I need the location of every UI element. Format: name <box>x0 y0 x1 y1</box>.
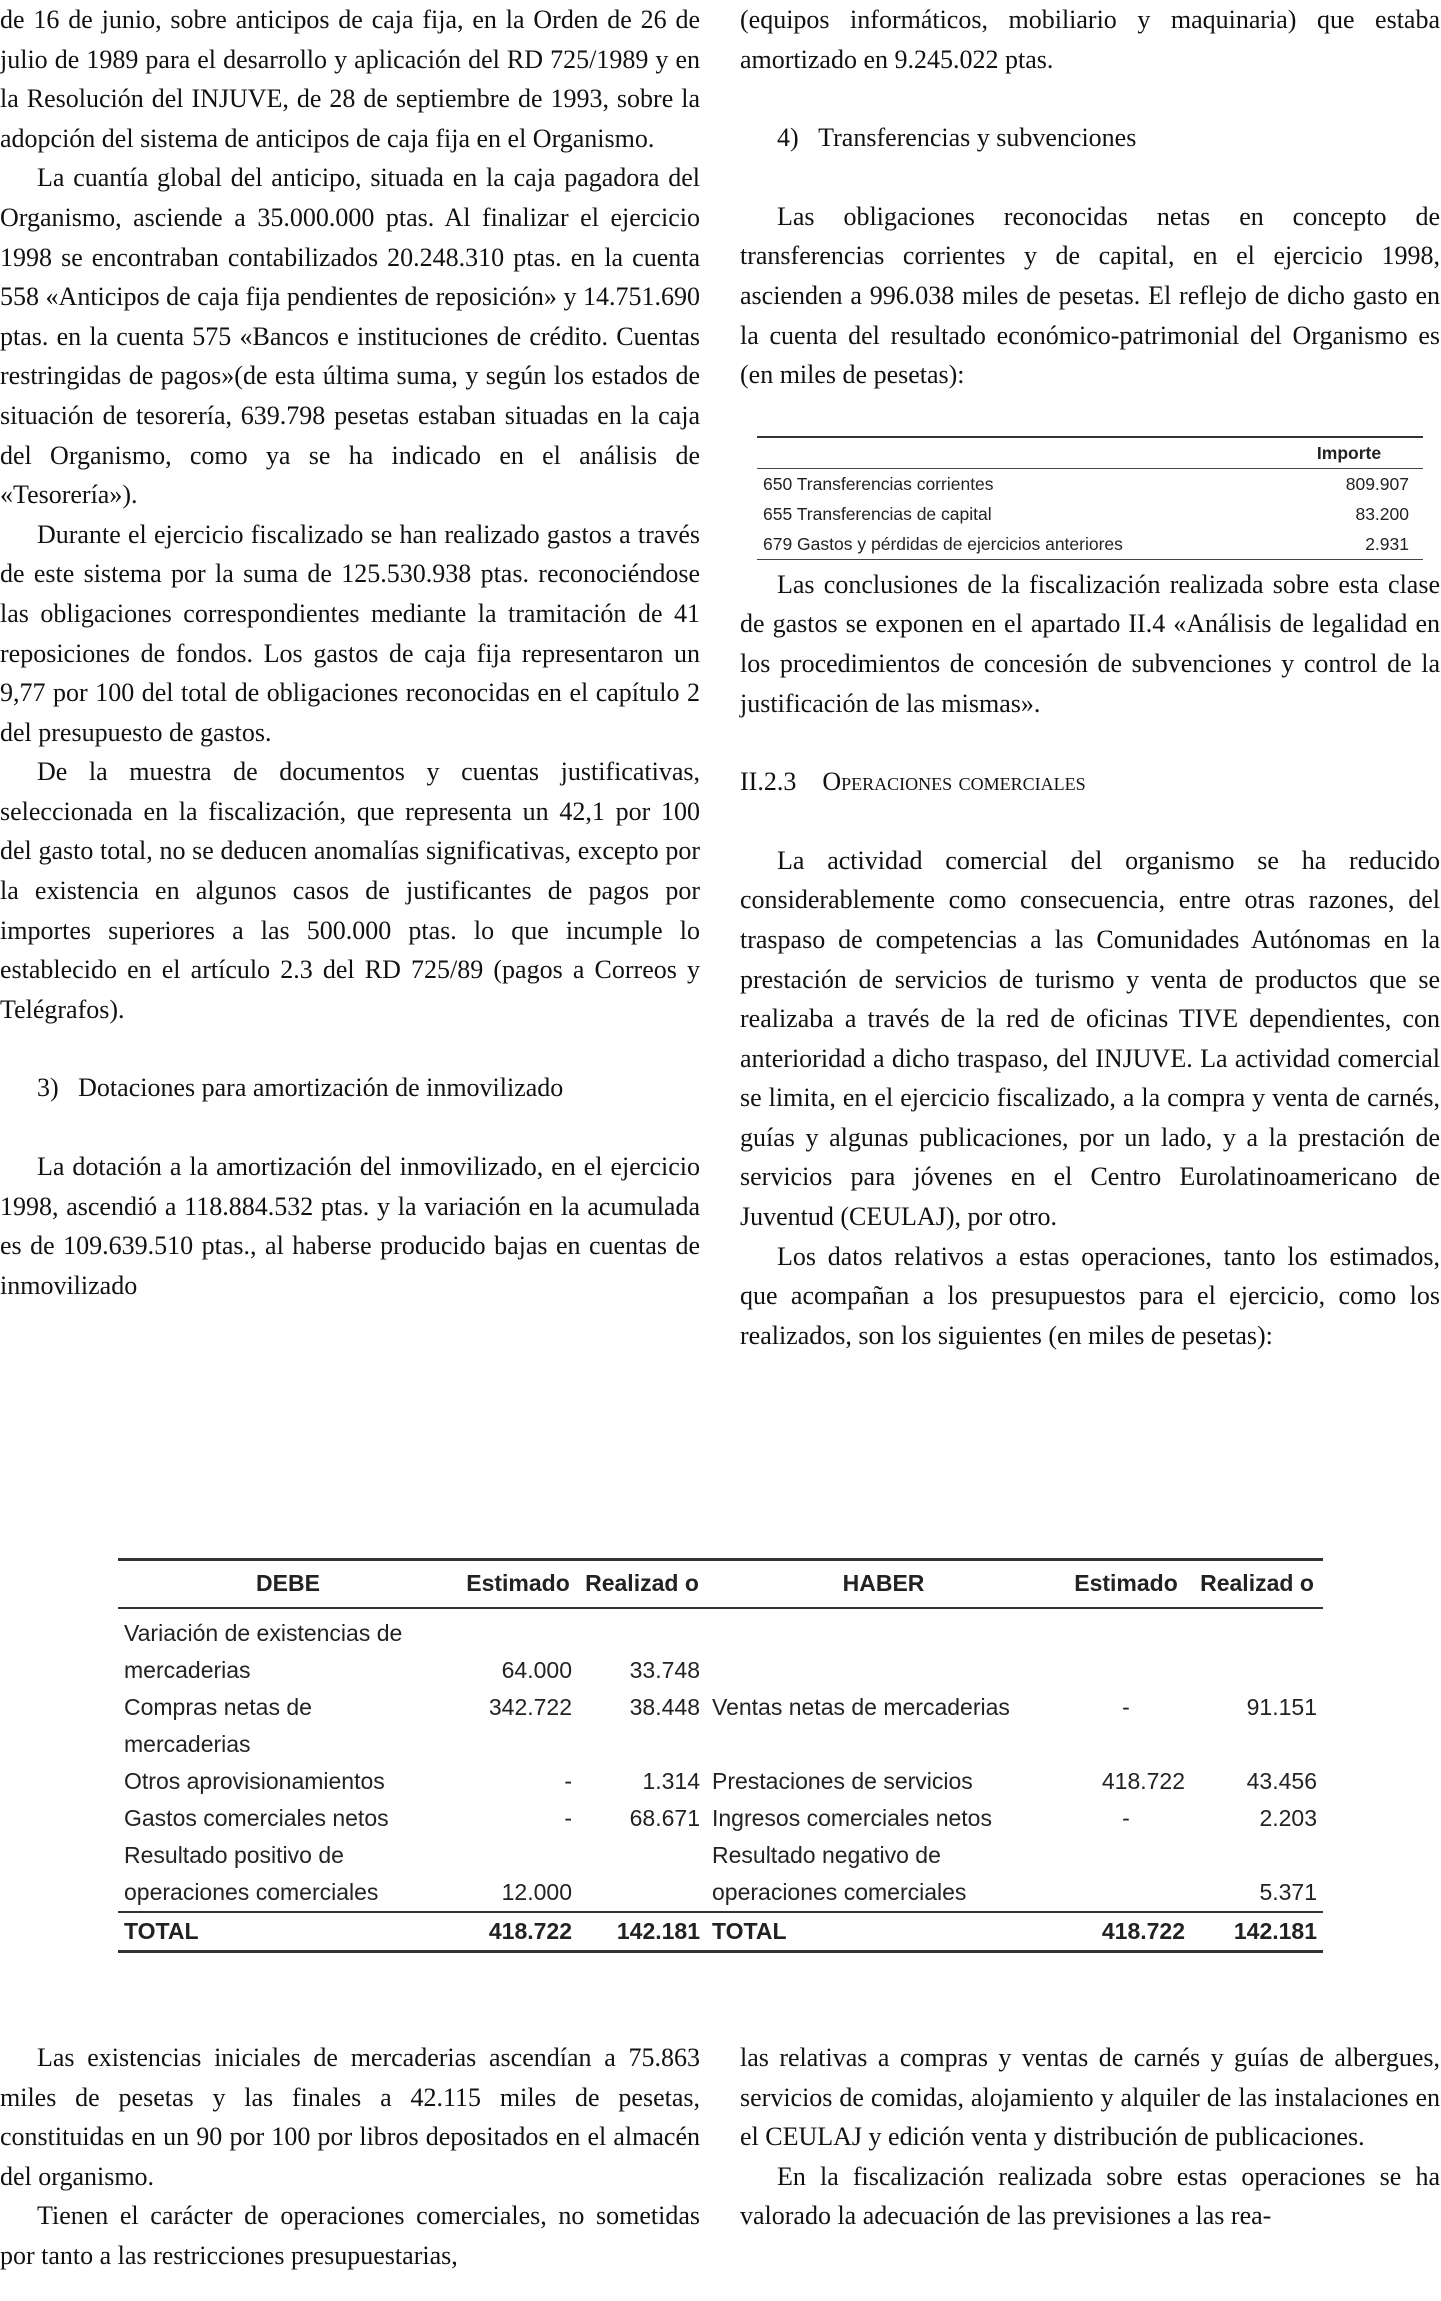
right-column-bottom <box>740 2038 1440 2236</box>
table-cell <box>1061 1874 1191 1912</box>
table-cell: 43.456 <box>1246 1768 1317 1794</box>
paragraph-continuation: de 16 de junio, sobre anticipos de caja fija, en la Orden de 26 de julio de 1989 para el desarrollo y aplicación del RD 725/1989 y en la Resolución del INJUVE, de 28 de septiembre de 1993, sobre la adopción del sistema de anticipos de caja fija en el Organismo. <box>0 5 700 153</box>
total-cell: TOTAL <box>118 1912 458 1952</box>
paragraph-relativas: las relativas a compras y ventas de carnés y guías de albergues, servicios de comidas, alojamiento y alquiler de las instalaciones en el CEULAJ y edición venta y distribución de publicaciones. <box>740 2043 1440 2152</box>
row-value: 83.200 <box>1355 503 1409 524</box>
paragraph-existencias: Las existencias iniciales de mercaderias ascendían a 75.863 miles de pesetas y las finales a 42.115 miles de pesetas, constituidas en un 90 por 100 por libros depositados en el almacén del organismo. <box>0 2043 700 2191</box>
paragraph-dotacion: La dotación a la amortización del inmovilizado, en el ejercicio 1998, ascendió a 118.884.532 ptas. y la variación en la acumulada es de 109.639.510 ptas., al haberse producido bajas en cuentas de inmovilizado <box>0 1152 700 1300</box>
paragraph-fiscalizacion: En la fiscalización realizada sobre estas operaciones se ha valorado la adecuación de las previsiones a las rea- <box>740 2161 1440 2231</box>
table-cell: 1.314 <box>642 1768 700 1794</box>
left-column-bottom <box>0 2038 700 2276</box>
table-cell <box>1061 1608 1191 1652</box>
table-cell <box>1061 1652 1191 1689</box>
table-row <box>118 1608 1323 1652</box>
table-cell: 418.722 <box>1101 1768 1185 1794</box>
table-cell: operaciones comerciales <box>124 1879 379 1905</box>
table-cell: Otros aprovisionamientos <box>124 1768 385 1794</box>
table-row <box>118 1874 1323 1912</box>
total-cell: 142.181 <box>1191 1912 1323 1952</box>
table-cell <box>1191 1608 1323 1652</box>
table-cell: Resultado positivo de <box>124 1842 344 1868</box>
header-realizado: Realizad o <box>578 1560 706 1609</box>
right-column-top <box>740 0 1440 1355</box>
left-column-top <box>0 0 700 1305</box>
table-cell <box>1191 1837 1323 1874</box>
table-cell: mercaderias <box>124 1657 251 1683</box>
table-cell: 33.748 <box>629 1657 700 1683</box>
heading-dotaciones: 3) Dotaciones para amortización de inmovilizado <box>37 1073 564 1103</box>
table-row <box>118 1837 1323 1874</box>
paragraph-datos-relativos: Los datos relativos a estas operaciones, tanto los estimados, que acompañan a los presupuestos para el ejercicio, como los realizados, son los siguientes (en miles de pesetas): <box>740 1241 1440 1350</box>
table-cell <box>1191 1652 1323 1689</box>
header-estimado: Estimado <box>458 1560 578 1609</box>
table-header-row <box>118 1560 1323 1609</box>
table-cell: Ingresos comerciales netos <box>712 1805 992 1831</box>
table-cell <box>578 1608 706 1652</box>
table-cell: Compras netas de <box>124 1694 312 1720</box>
row-label: 650 Transferencias corrientes <box>763 473 994 494</box>
paragraph-caracter: Tienen el carácter de operaciones comerciales, no sometidas por tanto a las restricciones presupuestarias, <box>0 2201 700 2270</box>
table-cell: - <box>564 1768 572 1794</box>
table-cell: Prestaciones de servicios <box>712 1768 973 1794</box>
table-cell: 38.448 <box>629 1694 700 1720</box>
header-realizado: Realizad o <box>1191 1560 1323 1609</box>
total-cell: 142.181 <box>578 1912 706 1952</box>
table-cell: 2.203 <box>1259 1805 1317 1831</box>
row-label: 679 Gastos y pérdidas de ejercicios anteriores <box>763 533 1123 554</box>
table-row <box>757 529 1423 559</box>
table-row <box>757 499 1423 529</box>
section-number: II.2.3 <box>740 767 797 797</box>
row-value: 2.931 <box>1365 533 1409 554</box>
paragraph-anticipo: La cuantía global del anticipo, situada en la caja pagadora del Organismo, asciende a 35.000.000 ptas. Al finalizar el ejercicio 1998 se encontraban contabilizados 20.248.310 ptas. en la cuenta 558 «Anticipos de caja fija pendientes de reposición» y 14.751.690 ptas. en la cuenta 575 «Bancos e instituciones de crédito. Cuentas restringidas de pagos»(de esta última suma, y según los estados de situación de tesorería, 639.798 pesetas estaban situadas en la caja del Organismo, como ya se ha indicado en el análisis de «Tesorería»). <box>0 163 700 510</box>
table-total-row <box>118 1912 1323 1952</box>
header-haber: HABER <box>706 1560 1061 1609</box>
total-cell: 418.722 <box>458 1912 578 1952</box>
table-cell <box>458 1608 578 1652</box>
table-cell: 342.722 <box>488 1694 572 1720</box>
header-importe: Importe <box>1316 442 1382 463</box>
table-cell: - <box>1122 1805 1130 1831</box>
table-cell <box>1191 1726 1323 1763</box>
table-cell: operaciones comerciales <box>712 1879 967 1905</box>
table-cell <box>706 1608 1061 1652</box>
table-row <box>118 1800 1323 1837</box>
total-cell: TOTAL <box>706 1912 1061 1952</box>
section-heading <box>740 762 1440 802</box>
table-cell: 68.671 <box>629 1805 700 1831</box>
table-cell: Variación de existencias de <box>124 1620 403 1646</box>
table-cell <box>706 1652 1061 1689</box>
transfers-table-header <box>757 438 1423 468</box>
table-cell: 91.151 <box>1246 1694 1317 1720</box>
table-cell: Ventas netas de mercaderias <box>712 1694 1010 1720</box>
table-row <box>118 1726 1323 1763</box>
row-label: 655 Transferencias de capital <box>763 503 992 524</box>
table-cell: 64.000 <box>501 1657 572 1683</box>
row-value: 809.907 <box>1345 473 1409 494</box>
table-row <box>757 469 1423 499</box>
table-cell: mercaderias <box>124 1731 251 1757</box>
table-cell: 12.000 <box>501 1879 572 1905</box>
paragraph-obligaciones: Las obligaciones reconocidas netas en concepto de transferencias corrientes y de capital, en el ejercicio 1998, ascienden a 996.038 miles de pesetas. El reflejo de dicho gasto en la cuenta del resultado económico-patrimonial del Organismo es (en miles de pesetas): <box>740 201 1440 390</box>
header-estimado: Estimado <box>1061 1560 1191 1609</box>
table-cell <box>1061 1837 1191 1874</box>
table-cell <box>1061 1726 1191 1763</box>
table-cell: Gastos comerciales netos <box>124 1805 389 1831</box>
paragraph-equipos: (equipos informáticos, mobiliario y maquinaria) que estaba amortizado en 9.245.022 ptas. <box>740 5 1440 74</box>
table-cell <box>458 1837 578 1874</box>
table-row <box>118 1652 1323 1689</box>
total-cell: 418.722 <box>1061 1912 1191 1952</box>
table-row <box>118 1763 1323 1800</box>
table-cell <box>578 1837 706 1874</box>
paragraph-actividad-comercial: La actividad comercial del organismo se ha reducido considerablemente como consecuencia, entre otras razones, del traspaso de competencias a las Comunidades Autónomas en la prestación de servicios de turismo y venta de productos que se realizaba a través de la red de oficinas TIVE dependientes, con anterioridad a dicho traspaso, del INJUVE. La actividad comercial se limita, en el ejercicio fiscalizado, a la compra y venta de carnés, guías y algunas publicaciones, por un lado, y a la prestación de servicios para jóvenes en el Centro Eurolatinoamericano de Juventud (CEULAJ), por otro. <box>740 845 1440 1232</box>
paragraph-muestra: De la muestra de documentos y cuentas justificativas, seleccionada en la fiscalización, que representa un 42,1 por 100 del gasto total, no se deducen anomalías significativas, excepto por la existencia en algunos casos de justificantes de pagos por importes superiores a las 500.000 ptas. lo que incumple lo establecido en el artículo 2.3 del RD 725/89 (pagos a Correos y Telégrafos). <box>0 757 700 1024</box>
section-title: Operaciones comerciales <box>822 767 1086 797</box>
table-cell: - <box>1122 1694 1130 1720</box>
heading-transferencias: 4) Transferencias y subvenciones <box>777 123 1137 153</box>
paragraph-gastos-caja-fija: Durante el ejercicio fiscalizado se han realizado gastos a través de este sistema por la suma de 125.530.938 ptas. reconociéndose las obligaciones correspondientes mediante la tramitación de 41 reposiciones de fondos. Los gastos de caja fija representaron un 9,77 por 100 del total de obligaciones reconocidas en el capítulo 2 del presupuesto de gastos. <box>0 519 700 747</box>
transfers-table <box>757 436 1423 560</box>
table-cell <box>458 1726 578 1763</box>
table-cell <box>578 1874 706 1912</box>
table-row <box>118 1689 1323 1726</box>
table-cell: - <box>564 1805 572 1831</box>
table-cell: Resultado negativo de <box>712 1842 941 1868</box>
header-debe: DEBE <box>118 1560 458 1609</box>
table-cell: 5.371 <box>1259 1879 1317 1905</box>
table-cell <box>578 1726 706 1763</box>
table-cell <box>706 1726 1061 1763</box>
commercial-operations-table <box>118 1558 1323 1953</box>
paragraph-conclusiones: Las conclusiones de la fiscalización realizada sobre esta clase de gastos se exponen en el apartado II.4 «Análisis de legalidad en los procedimientos de concesión de subvenciones y control de la justificación de las mismas». <box>740 569 1440 718</box>
